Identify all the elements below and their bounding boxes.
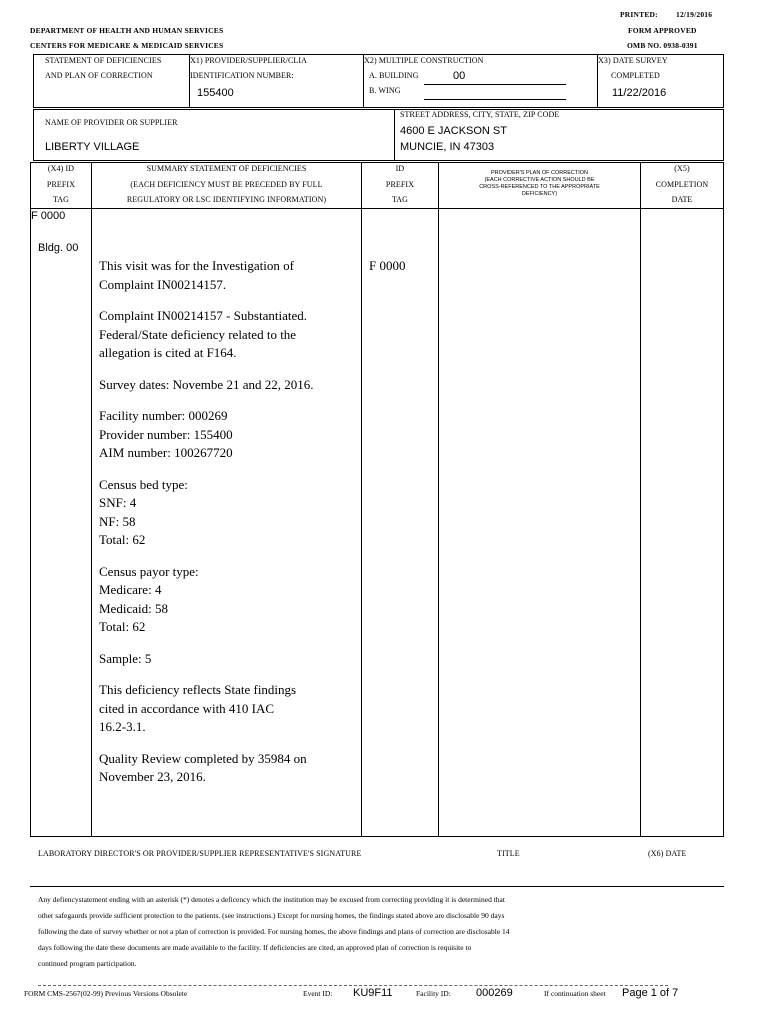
disclaimer-line: continued program participation. <box>38 959 137 968</box>
col-plan-header <box>439 170 640 198</box>
page-number: Page 1 of 7 <box>622 987 679 999</box>
col-id-l1: ID <box>395 164 405 173</box>
facility-id-label: Facility ID: <box>416 989 451 998</box>
building-label: A. BUILDING <box>369 71 419 80</box>
summary-paragraph <box>99 476 357 550</box>
right-prefix-tag: F 0000 <box>369 258 406 273</box>
printed-date: 12/19/2016 <box>676 10 713 19</box>
summary-paragraph <box>99 650 357 669</box>
x6-date-label: (X6) DATE <box>648 849 687 858</box>
building-value: 00 <box>453 70 466 82</box>
summary-line: Facility number: 000269 <box>99 408 228 423</box>
summary-line: Provider number: 155400 <box>99 426 233 442</box>
disclaimer-text <box>38 892 718 972</box>
summary-line: This deficiency reflects State findings <box>99 682 297 697</box>
summary-line: Census payor type: <box>99 563 199 579</box>
department-name: DEPARTMENT OF HEALTH AND HUMAN SERVICES <box>30 26 224 35</box>
summary-line: Sample: 5 <box>99 650 152 666</box>
statement-label-2: AND PLAN OF CORRECTION <box>45 71 153 80</box>
continuation-label: If continuation sheet <box>544 989 606 998</box>
prefix-tag: F 0000 <box>31 210 66 222</box>
summary-line: This visit was for the Investigation of <box>99 258 294 273</box>
printed-label: PRINTED: <box>620 10 658 19</box>
col-x5-l2: COMPLETION <box>655 180 709 189</box>
provider-id-label-2: IDENTIFICATION NUMBER: <box>190 71 294 80</box>
provider-name-value: LIBERTY VILLAGE <box>45 141 140 153</box>
summary-line: allegation is cited at F164. <box>99 345 237 360</box>
date-survey-label-2: COMPLETED <box>611 71 660 80</box>
summary-line: 16.2-3.1. <box>99 719 146 734</box>
disclaimer-line: days following the date these documents are made available to the facility. If deficiencies are cited, an approved plan of correction is requisite to <box>38 943 472 952</box>
provider-id-value: 155400 <box>197 87 234 99</box>
building-tag: Bldg. 00 <box>38 242 79 254</box>
col-plan-l3: CROSS-REFERENCED TO THE APPROPRIATE <box>479 184 600 190</box>
col-plan-l4: DEFICIENCY) <box>521 191 558 197</box>
summary-paragraph <box>99 376 357 395</box>
event-id-value: KU9F11 <box>353 987 393 999</box>
title-label: TITLE <box>497 849 520 858</box>
summary-line: Total: 62 <box>99 619 146 634</box>
summary-line: SNF: 4 <box>99 495 137 510</box>
disclaimer-line: other safegaurds provide sufficient protection to the patients. (see instructions.) Except for nursing homes, the findings stated above are disclosable 90 days <box>38 911 505 920</box>
address-label: STREET ADDRESS, CITY, STATE, ZIP CODE <box>400 110 560 119</box>
summary-text <box>99 257 357 800</box>
signature-label: LABORATORY DIRECTOR'S OR PROVIDER/SUPPLIER REPRESENTATIVE'S SIGNATURE <box>38 849 362 858</box>
summary-paragraph <box>99 563 357 637</box>
summary-paragraph <box>99 750 357 787</box>
multiple-construction-label: X2) MULTIPLE CONSTRUCTION <box>364 56 484 65</box>
summary-line: Complaint IN00214157 - Substantiated. <box>99 308 307 323</box>
col-summary-l3: REGULATORY OR LSC IDENTIFYING INFORMATION) <box>126 195 327 204</box>
summary-line: cited in accordance with 410 IAC <box>99 700 275 716</box>
disclaimer-line: following the date of survey whether or not a plan of correction is provided. For nursing homes, the above findings and plans of correction are disclosable 14 <box>38 927 510 936</box>
summary-line: Complaint IN00214157. <box>99 276 227 292</box>
omb-number: OMB NO. 0938-0391 <box>627 41 698 50</box>
address-line-2: MUNCIE, IN 47303 <box>400 141 495 153</box>
col-x5-l3: DATE <box>671 195 693 204</box>
facility-id-value: 000269 <box>476 987 513 999</box>
form-approved: FORM APPROVED <box>628 26 697 35</box>
statement-label-1: STATEMENT OF DEFICIENCIES <box>45 56 162 65</box>
summary-paragraph <box>99 307 357 363</box>
date-survey-value: 11/22/2016 <box>612 87 667 99</box>
col-x4-l1: (X4) ID <box>47 164 75 173</box>
summary-line: Quality Review completed by 35984 on <box>99 750 307 766</box>
summary-line: Medicaid: 58 <box>99 600 168 616</box>
summary-line: Census bed type: <box>99 476 188 492</box>
col-summary-l2: (EACH DEFICIENCY MUST BE PRECEDED BY FULL <box>130 180 323 189</box>
form-number: FORM CMS-2567(02-99) Previous Versions Obsolete <box>24 989 188 998</box>
summary-line: Federal/State deficiency related to the <box>99 326 297 342</box>
disclaimer-line: Any defiencystatement ending with an asterisk (*) denotes a deficency which the institution may be excused from correcting providing it is determined that <box>38 895 505 904</box>
summary-line: Total: 62 <box>99 532 146 547</box>
col-x4-l2: PREFIX <box>46 180 76 189</box>
col-x5-l1: (X5) <box>674 164 690 173</box>
summary-line: Survey dates: Novembe 21 and 22, 2016. <box>99 376 314 392</box>
event-id-label: Event ID: <box>303 989 333 998</box>
col-plan-l2: (EACH CORRECTIVE ACTION SHOULD BE <box>484 177 595 183</box>
summary-paragraph <box>99 681 357 737</box>
summary-line: NF: 58 <box>99 513 136 529</box>
summary-paragraph <box>99 257 357 294</box>
summary-line: November 23, 2016. <box>99 769 206 784</box>
col-x4-l3: TAG <box>52 195 70 204</box>
address-line-1: 4600 E JACKSON ST <box>400 125 507 137</box>
wing-label: B. WING <box>369 86 401 95</box>
col-plan-l1: PROVIDER'S PLAN OF CORRECTION <box>490 170 588 176</box>
cms-name: CENTERS FOR MEDICARE & MEDICAID SERVICES <box>30 41 224 50</box>
provider-name-label: NAME OF PROVIDER OR SUPPLIER <box>45 118 178 127</box>
summary-line: AIM number: 100267720 <box>99 445 233 460</box>
col-id-l2: PREFIX <box>385 180 415 189</box>
provider-id-label: X1) PROVIDER/SUPPLIER/CLIA <box>190 56 308 65</box>
summary-line: Medicare: 4 <box>99 582 162 597</box>
summary-paragraph <box>99 407 357 463</box>
col-id-l3: TAG <box>391 195 409 204</box>
date-survey-label: X3) DATE SURVEY <box>598 56 668 65</box>
col-summary-l1: SUMMARY STATEMENT OF DEFICIENCIES <box>146 164 307 173</box>
